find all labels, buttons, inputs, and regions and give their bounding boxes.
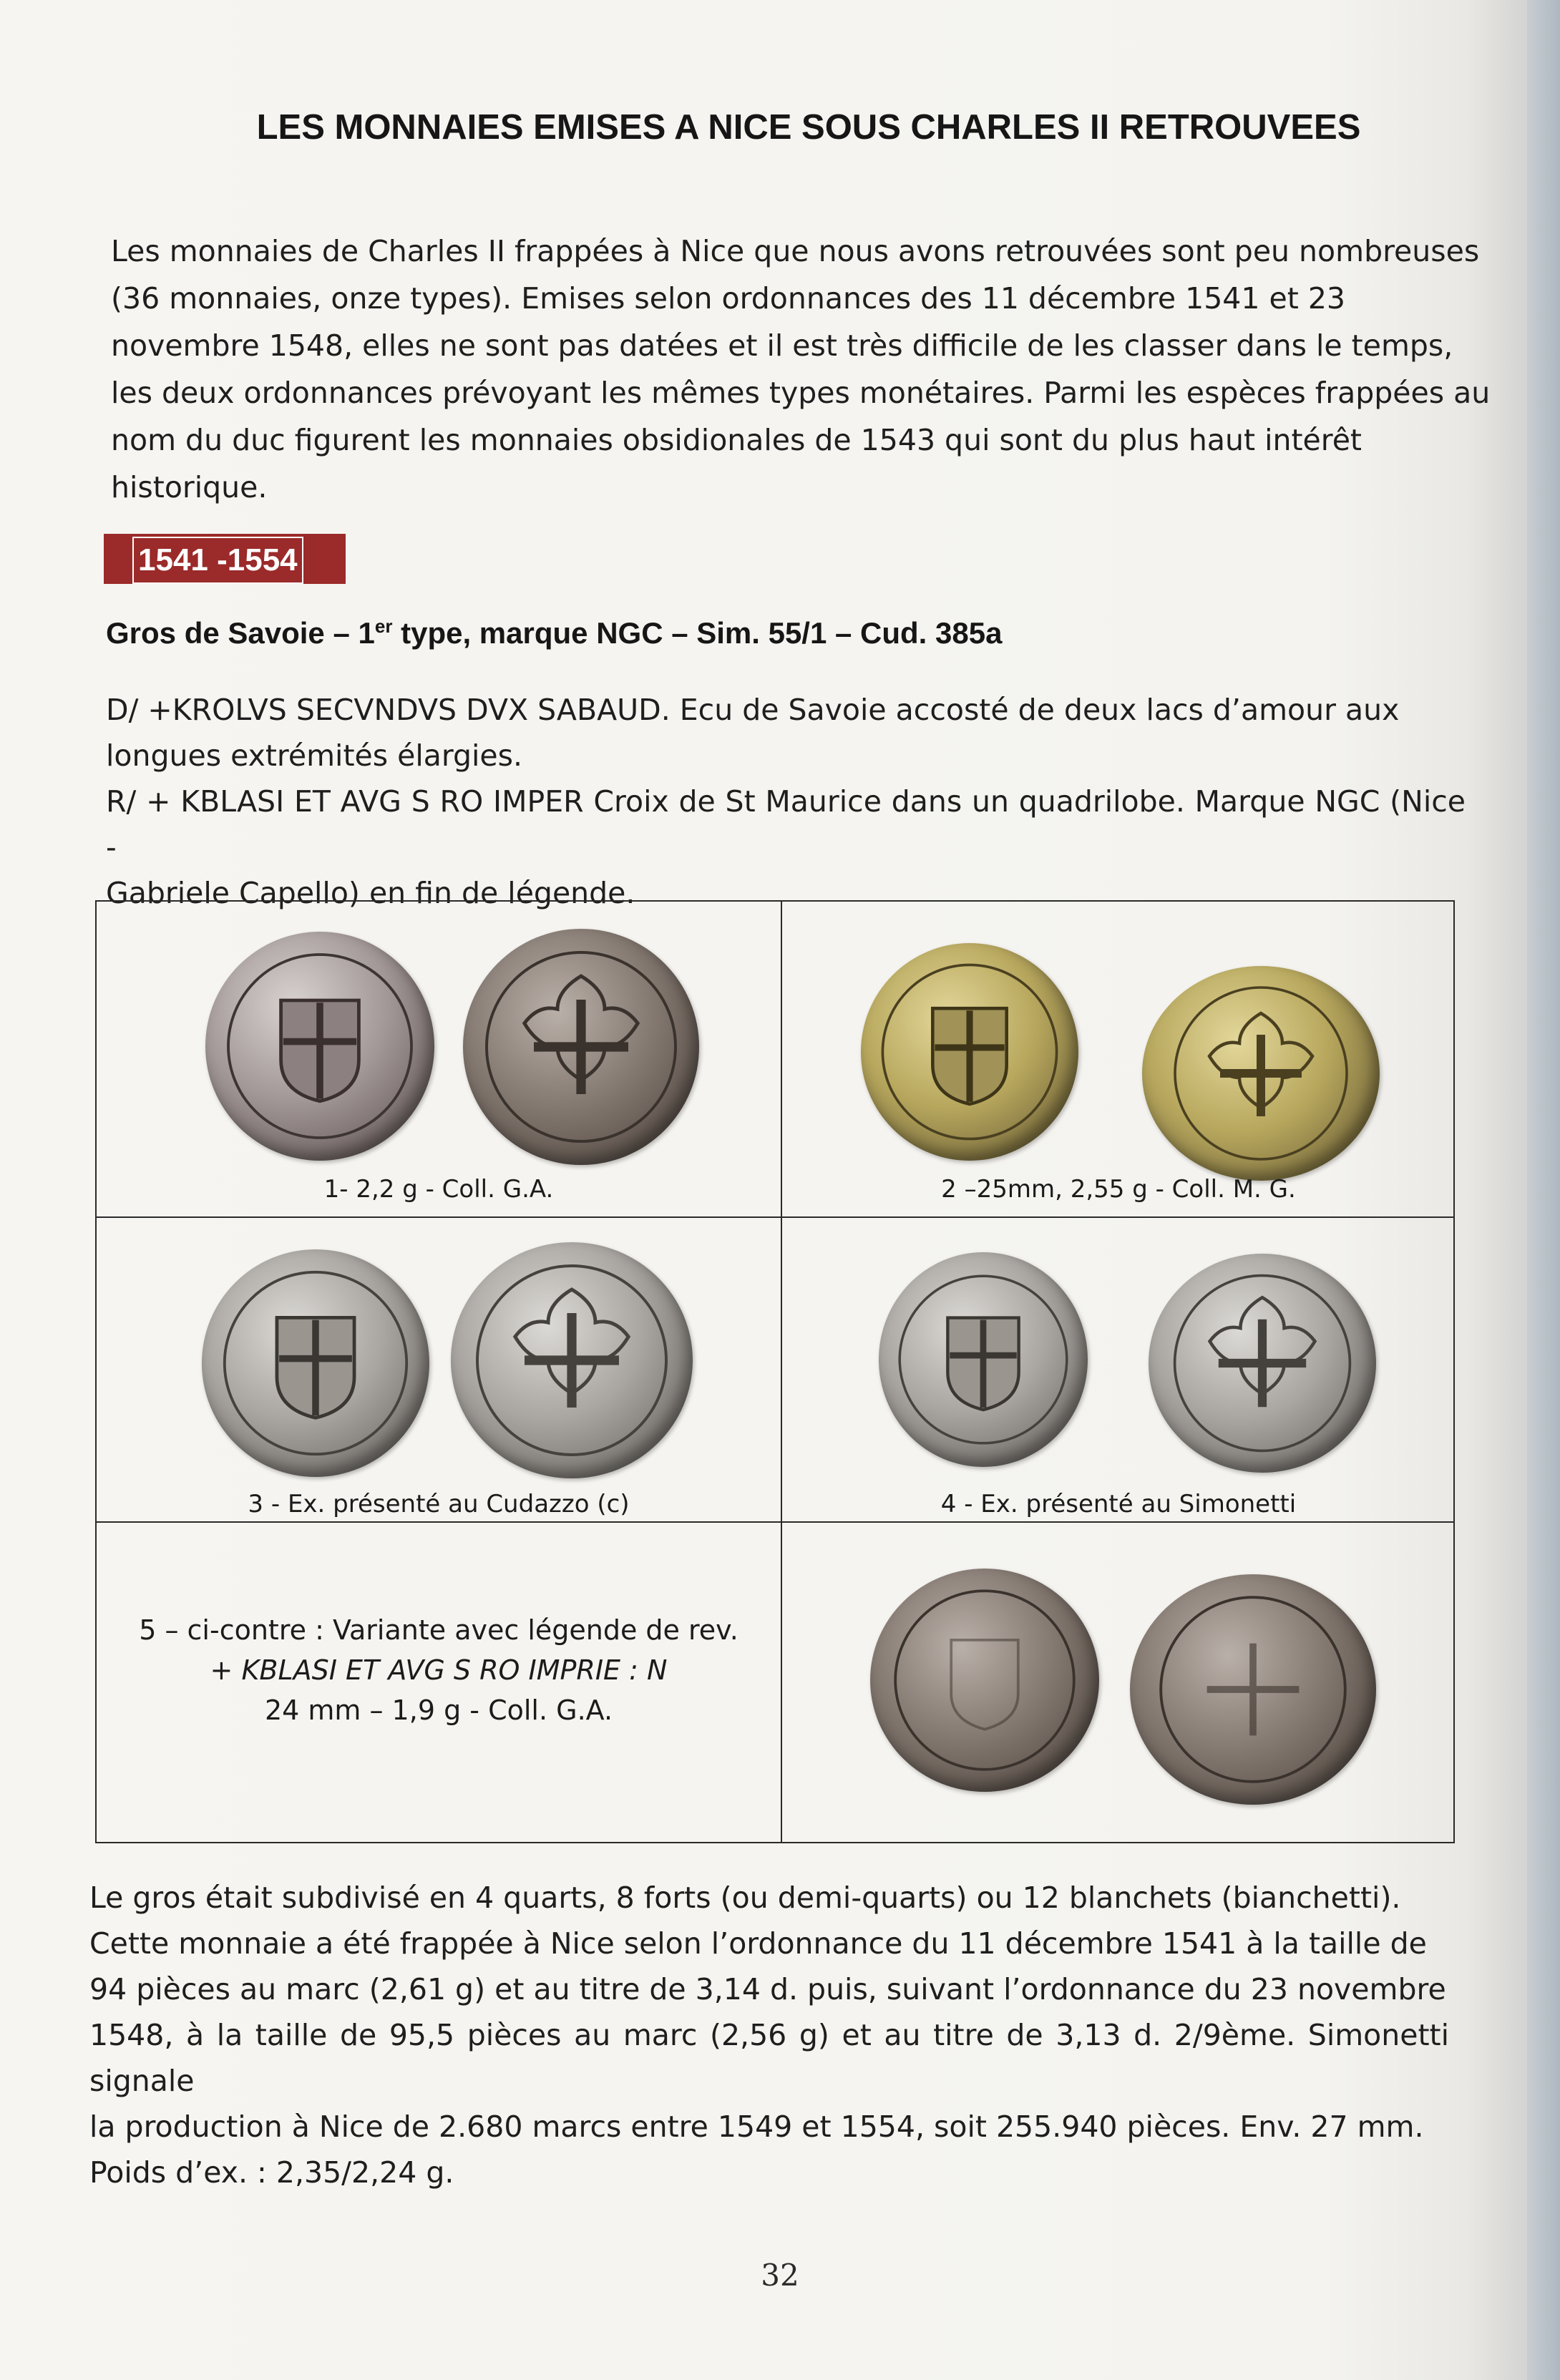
desc-line: Gabriele Capello) en fin de légende. xyxy=(106,876,635,910)
coin-type-heading xyxy=(106,615,1108,650)
intro-paragraph xyxy=(111,228,1491,511)
coin-caption: 2 –25mm, 2,55 g - Coll. M. G. xyxy=(941,1175,1296,1204)
coin-obverse-image xyxy=(202,1249,429,1477)
coin-obverse-image xyxy=(205,932,434,1161)
closing-line: 1548, à la taille de 95,5 pièces au marc (2,56 g) et au titre de 3,13 d. 2/9ème. Simonetti signale xyxy=(89,2018,1449,2098)
coin-reverse-image xyxy=(1149,1254,1376,1473)
coin-reverse-image xyxy=(463,929,699,1165)
coin-reverse-image xyxy=(1142,966,1380,1181)
closing-line: Cette monnaie a été frappée à Nice selon l’ordonnance du 11 décembre 1541 à la taille de xyxy=(89,1926,1427,1961)
heading-text-rest: type, marque NGC – Sim. 55/1 – Cud. 385a xyxy=(392,616,1003,650)
closing-line: Poids d’ex. : 2,35/2,24 g. xyxy=(89,2155,454,2190)
variant-note xyxy=(97,1610,781,1730)
desc-line: R/ + KBLASI ET AVG S RO IMPER Croix de St Maurice dans un quadrilobe. Marque NGC (Nice - xyxy=(106,784,1466,864)
page-edge xyxy=(1527,0,1560,2380)
heading-sup: er xyxy=(374,615,393,637)
coin-caption: 1- 2,2 g - Coll. G.A. xyxy=(323,1175,554,1204)
period-badge xyxy=(104,534,346,584)
coin-reverse-image xyxy=(1130,1574,1376,1805)
closing-line: Le gros était subdivisé en 4 quarts, 8 forts (ou demi-quarts) ou 12 blanchets (bianchetti). xyxy=(89,1881,1401,1915)
intro-line: Les monnaies de Charles II frappées à Nice que nous avons retrouvées sont peu nombreuses xyxy=(111,234,1480,268)
heading-text: Gros de Savoie – 1 xyxy=(106,616,375,650)
variant-legend xyxy=(97,1650,781,1690)
coin-obverse-image xyxy=(861,943,1078,1161)
page-title: LES MONNAIES EMISES A NICE SOUS CHARLES II RETROUVEES xyxy=(256,108,1361,147)
intro-line: historique. xyxy=(111,470,268,504)
coin-description xyxy=(106,687,1466,916)
intro-line: (36 monnaies, onze types). Emises selon ordonnances des 11 décembre 1541 et 23 xyxy=(111,281,1346,316)
coin-caption: 4 - Ex. présenté au Simonetti xyxy=(940,1490,1297,1518)
desc-line: longues extrémités élargies. xyxy=(106,738,523,773)
table-divider xyxy=(97,1521,1453,1523)
coin-obverse-image xyxy=(879,1252,1088,1467)
coin-reverse-image xyxy=(451,1242,693,1478)
coin-obverse-image xyxy=(870,1569,1099,1792)
page-number: 32 xyxy=(761,2258,799,2293)
intro-line: novembre 1548, elles ne sont pas datées et il est très difficile de les classer dans le temps, xyxy=(111,328,1453,363)
closing-line: 94 pièces au marc (2,61 g) et au titre de 3,14 d. puis, suivant l’ordonnance du 23 novembre xyxy=(89,1972,1446,2006)
intro-line: les deux ordonnances prévoyant les mêmes types monétaires. Parmi les espèces frappées au xyxy=(111,376,1491,410)
period-label: 1541 -1554 xyxy=(132,537,303,584)
closing-paragraph xyxy=(89,1875,1449,2195)
coin-caption: 3 - Ex. présenté au Cudazzo (c) xyxy=(248,1490,630,1518)
variant-legend-text: + KBLASI ET AVG S RO IMPRIE : N xyxy=(210,1654,668,1686)
coin-photo-table xyxy=(95,900,1455,1843)
variant-note-line: 24 mm – 1,9 g - Coll. G.A. xyxy=(264,1694,613,1726)
table-divider xyxy=(97,1216,1453,1218)
desc-line: D/ +KROLVS SECVNDVS DVX SABAUD. Ecu de Savoie accosté de deux lacs d’amour aux xyxy=(106,693,1400,727)
variant-note-line: 5 – ci-contre : Variante avec légende de rev. xyxy=(139,1614,738,1646)
closing-line: la production à Nice de 2.680 marcs entre 1549 et 1554, soit 255.940 pièces. Env. 27 mm. xyxy=(89,2110,1424,2144)
table-divider xyxy=(781,902,782,1842)
intro-line: nom du duc figurent les monnaies obsidionales de 1543 qui sont du plus haut intérêt xyxy=(111,423,1362,457)
